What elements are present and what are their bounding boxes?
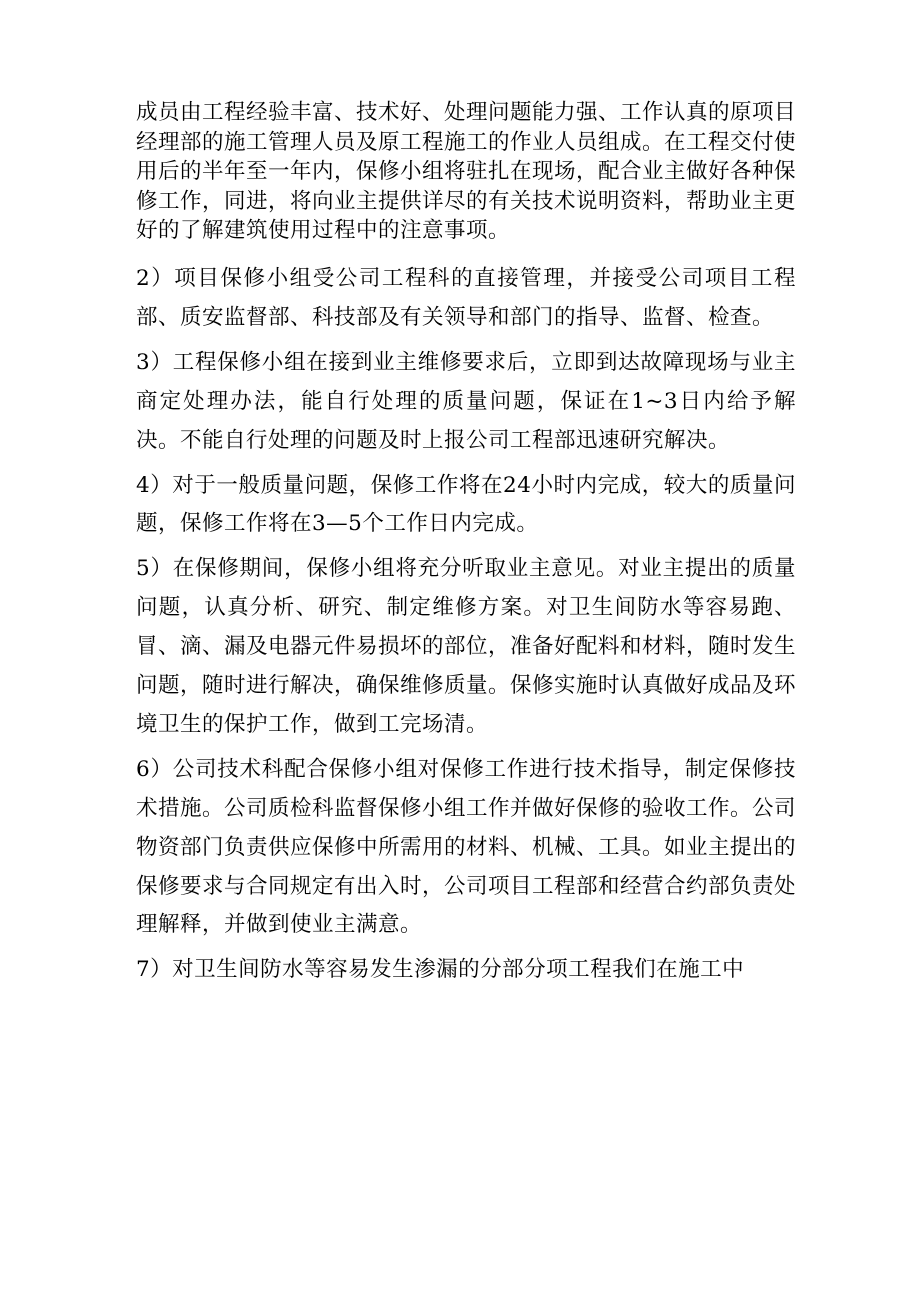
intro-paragraph: 成员由工程经验丰富、技术好、处理问题能力强、工作认真的原项目经理部的施工管理人员及原工程施工的作业人员组成。在工程交付使用后的半年至一年内，保修小组将驻扎在现场，配合业主做好各种保修工作，同进，将向业主提供详尽的有关技术说明资料，帮助业主更好的了解建筑使用过程中的注意事项。 [136,100,797,244]
item-paragraph-4: 4）对于一般质量问题，保修工作将在24小时内完成，较大的质量问题，保修工作将在3—5个工作日内完成。 [136,472,796,537]
item-paragraph-6: 6）公司技术科配合保修小组对保修工作进行技术指导，制定保修技术措施。公司质检科监督保修小组工作并做好保修的验收工作。公司物资部门负责供应保修中所需用的材料、机械、工具。如业主提出的保修要求与合同规定有出入时，公司项目工程部和经营合约部负责处理解释，并做到使业主满意。 [136,756,797,938]
item-paragraph-2: 2）项目保修小组受公司工程科的直接管理，并接受公司项目工程部、质安监督部、科技部及有关领导和部门的指导、监督、检查。 [136,265,796,330]
item-paragraph-7: 7）对卫生间防水等容易发生渗漏的分部分项工程我们在施工中 [136,957,745,983]
item-paragraph-3: 3）工程保修小组在接到业主维修要求后，立即到达故障现场与业主商定处理办法，能自行处理的质量问题，保证在1~3日内给予解决。不能自行处理的问题及时上报公司工程部迅速研究解决。 [136,349,796,453]
document-body [136,98,796,990]
item-paragraph-5: 5）在保修期间，保修小组将充分听取业主意见。对业主提出的质量问题，认真分析、研究、制定维修方案。对卫生间防水等容易跑、冒、滴、漏及电器元件易损坏的部位，准备好配料和材料，随时发生问题，随时进行解决，确保维修质量。保修实施时认真做好成品及环境卫生的保护工作，做到工完场清。 [136,556,797,737]
